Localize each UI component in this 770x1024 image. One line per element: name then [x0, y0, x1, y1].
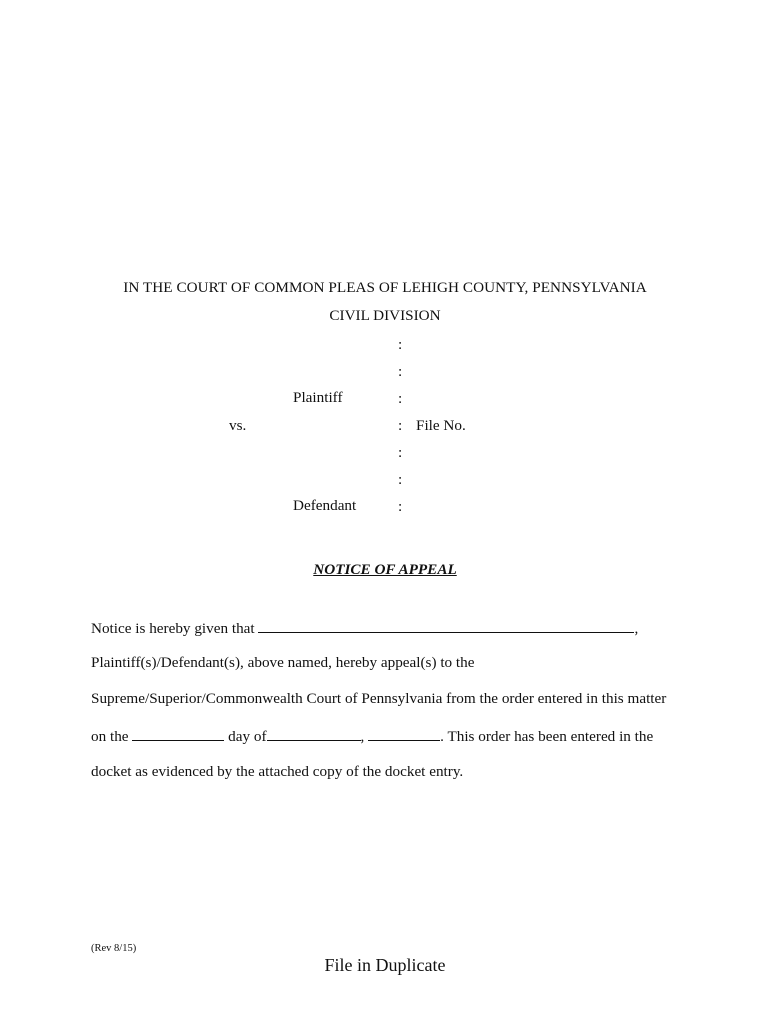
caption-colon-7: :	[398, 498, 403, 515]
notice-line-4-comma: ,	[360, 728, 365, 745]
notice-line-1-text: Notice is hereby given that	[91, 620, 255, 637]
notice-line-5: docket as evidenced by the attached copy of the docket entry.	[91, 763, 464, 780]
notice-line-2: Plaintiff(s)/Defendant(s), above named, hereby appeal(s) to the	[91, 654, 475, 671]
caption-colon-1: :	[398, 336, 403, 353]
notice-line-1-comma: ,	[634, 620, 639, 637]
defendant-label: Defendant	[293, 497, 357, 514]
notice-line-1	[91, 618, 638, 638]
division-title: CIVIL DIVISION	[329, 307, 441, 324]
notice-heading: NOTICE OF APPEAL	[313, 561, 457, 578]
court-title: IN THE COURT OF COMMON PLEAS OF LEHIGH COUNTY, PENNSYLVANIA	[123, 279, 647, 296]
caption-colon-6: :	[398, 471, 403, 488]
file-no-label: File No.	[416, 417, 466, 434]
file-in-duplicate: File in Duplicate	[324, 955, 446, 975]
order-day-blank[interactable]	[132, 726, 224, 741]
caption-colon-5: :	[398, 444, 403, 461]
notice-line-4-end: . This order has been entered in the	[440, 728, 654, 745]
plaintiff-label: Plaintiff	[293, 389, 343, 406]
revision-label: (Rev 8/15)	[91, 943, 137, 954]
order-year-blank[interactable]	[368, 726, 440, 741]
order-month-blank[interactable]	[267, 726, 361, 741]
notice-line-4-day-of: day of	[228, 728, 267, 745]
notice-line-4-start: on the	[91, 728, 129, 745]
vs-label: vs.	[229, 417, 247, 434]
caption-colon-3: :	[398, 390, 403, 407]
caption-colon-4: :	[398, 417, 403, 434]
caption-colon-2: :	[398, 363, 403, 380]
notice-line-4	[91, 726, 653, 746]
appellant-name-blank[interactable]	[258, 618, 634, 633]
notice-line-3: Supreme/Superior/Commonwealth Court of Pennsylvania from the order entered in this matter	[91, 690, 667, 707]
